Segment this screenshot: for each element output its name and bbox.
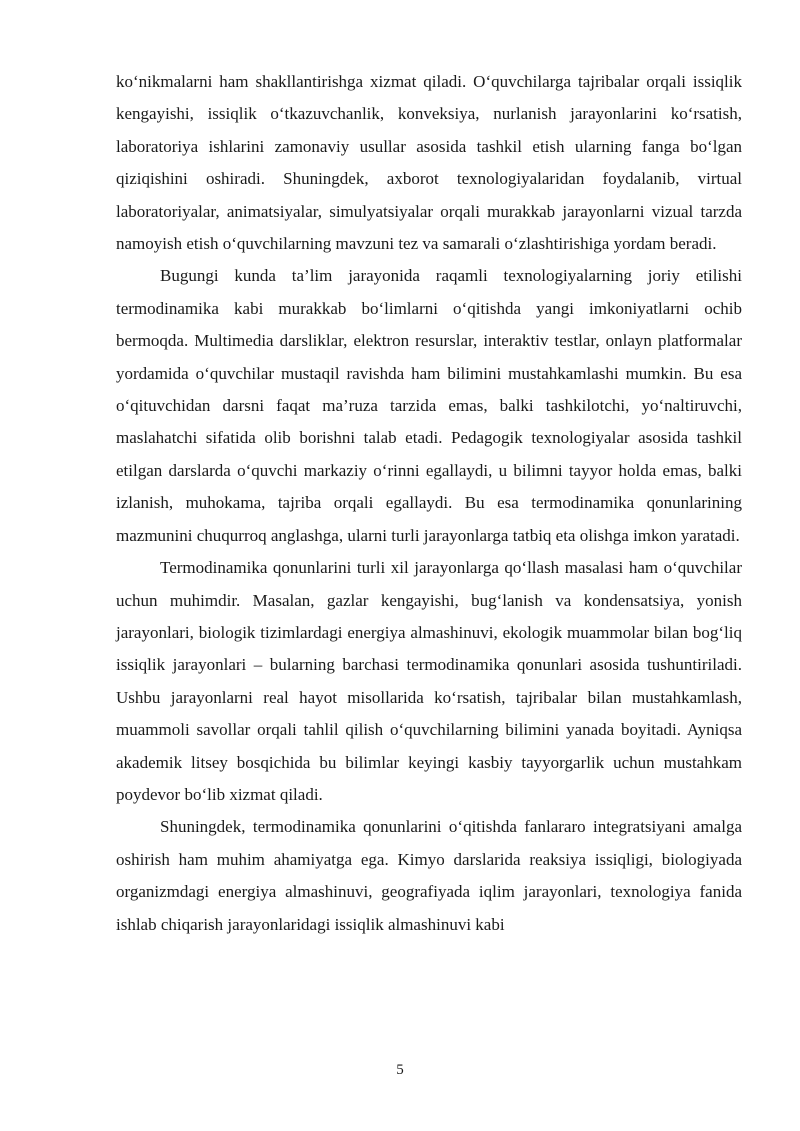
paragraph: Termodinamika qonunlarini turli xil jarayonlarga qo‘llash masalasi ham o‘quvchilar uchun muhimdir. Masalan, gazlar kengayishi, bug‘lanish va kondensatsiya, yonish jarayonlari, biologik tizimlardagi energiya almashinuvi, ekologik muammolar bilan bog‘liq issiqlik jarayonlari – bularning barchasi termodinamika qonunlari asosida tushuntiriladi. Ushbu jarayonlarni real hayot misollarida ko‘rsatish, tajribalar bilan mustahkamlash, muammoli savollar orqali tahlil qilish o‘quvchilarning bilimini yanada boyitadi. Ayniqsa akademik litsey bosqichida bu bilimlar keyingi kasbiy tayyorgarlik uchun mustahkam poydevor bo‘lib xizmat qiladi. (116, 558, 742, 804)
paragraph: Shuningdek, termodinamika qonunlarini o‘qitishda fanlararo integratsiyani amalga oshirish ham muhim ahamiyatga ega. Kimyo darslarida reaksiya issiqligi, biologiyada organizmdagi energiya almashinuvi, geografiyada iqlim jarayonlari, texnologiya fanida ishlab chiqarish jarayonlaridagi issiqlik almashinuvi kabi (116, 817, 742, 934)
paragraph-continuation: ko‘nikmalarni ham shakllantirishga xizmat qiladi. O‘quvchilarga tajribalar orqali issiqlik kengayishi, issiqlik o‘tkazuvchanlik, konveksiya, nurlanish jarayonlarini ko‘rsatish, laboratoriya ishlarini zamonaviy usullar asosida tashkil etish ularning fanga bo‘lgan qiziqishini oshiradi. Shuningdek, axborot texnologiyalaridan foydalanib, virtual laboratoriyalar, animatsiyalar, simulyatsiyalar orqali murakkab jarayonlarni vizual tarzda namoyish etish o‘quvchilarning mavzuni tez va samarali o‘zlashtirishiga yordam beradi. (116, 72, 742, 254)
body-text (116, 66, 742, 941)
page-number: 5 (396, 1062, 404, 1078)
paragraph: Bugungi kunda ta’lim jarayonida raqamli texnologiyalarning joriy etilishi termodinamika kabi murakkab bo‘limlarni o‘qitishda yangi imkoniyatlarni ochib bermoqda. Multimedia darsliklar, elektron resurslar, interaktiv testlar, onlayn platformalar yordamida o‘quvchilar mustaqil ravishda ham bilimini mustahkamlashi mumkin. Bu esa o‘qituvchidan darsni faqat ma’ruza tarzida emas, balki tashkilotchi, yo‘naltiruvchi, maslahatchi sifatida olib borishni talab etadi. Pedagogik texnologiyalar asosida tashkil etilgan darslarda o‘quvchi markaziy o‘rinni egallaydi, u bilimni tayyor holda emas, balki izlanish, muhokama, tajriba orqali egallaydi. Bu esa termodinamika qonunlarining mazmunini chuqurroq anglashga, ularni turli jarayonlarga tatbiq eta olishga imkon yaratadi. (116, 266, 742, 545)
